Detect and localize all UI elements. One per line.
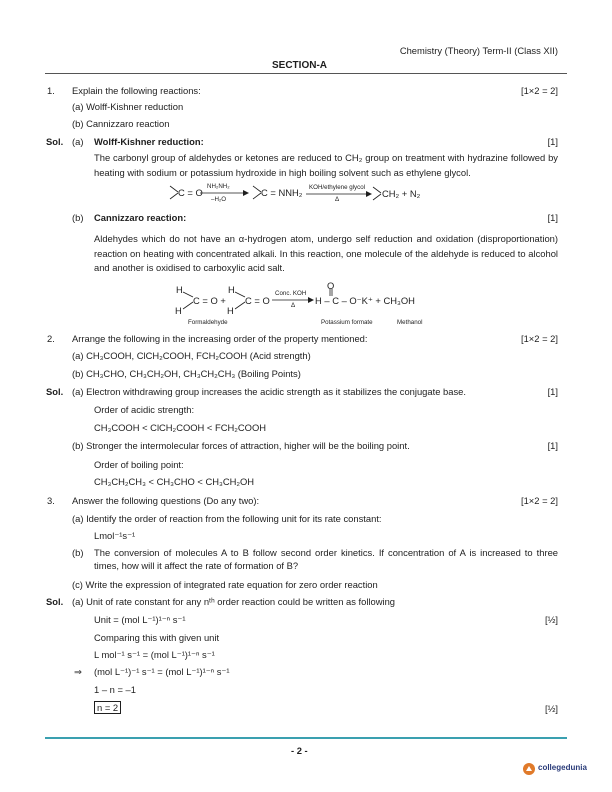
sol2-b-mark: [1] [547, 440, 558, 451]
eq1-arrow1-top: NH₂NH₂ [207, 183, 230, 190]
eq1-arrow1-bottom: –H₂O [211, 196, 227, 203]
brand-logo-icon [522, 762, 536, 776]
q2-option-b: (b) CH₃CHO, CH₃CH₂OH, CH₃CH₂CH₃ (Boiling Points) [72, 368, 301, 379]
q3-text: Answer the following questions (Do any two): [72, 495, 260, 506]
q1-option-b: (b) Cannizzaro reaction [72, 118, 170, 129]
eq1-intermediate: C = NNH₂ [261, 187, 303, 198]
sol3-mark2: [½] [544, 614, 558, 625]
sol3-line4: L mol⁻¹ s⁻¹ = (mol L⁻¹)¹⁻ⁿ s⁻¹ [94, 649, 215, 660]
sol1-a-title: Wolff-Kishner reduction: [94, 136, 204, 147]
eq2-co2: C = O [245, 295, 270, 306]
eq2-label-formaldehyde: Formaldehyde [188, 319, 228, 326]
sol1-b-text: Aldehydes which do not have an α-hydrogen atom, undergo self reduction and oxidation (disproportionation) reaction on heating with concentrated alkali. In this reaction, one molecule of the aldehyde is reduced to alcohol and another is oxidised to carboxylic acid salt. [94, 233, 558, 273]
eq2-product: H – C – O⁻K⁺ + CH₃OH [315, 295, 415, 306]
page-number: - 2 - [291, 745, 308, 756]
eq2-arrow-top: Conc. KOH [275, 290, 307, 297]
eq2-h3: H [228, 284, 235, 295]
sol3-line1: (a) Unit of rate constant for any nᵗʰ order reaction could be written as following [72, 596, 396, 607]
sol3-line6: 1 – n = –1 [94, 684, 136, 695]
section-title: SECTION-A [272, 60, 327, 71]
sol2-a-sub: Order of acidic strength: [94, 404, 195, 415]
sol2-b-sub: Order of boiling point: [94, 459, 184, 470]
q3-option-c: (c) Write the expression of integrated rate equation for zero order reaction [72, 579, 378, 590]
eq2-arrow-bottom: Δ [291, 302, 296, 309]
sol1-b-title: Cannizzaro reaction: [94, 212, 187, 223]
q2-option-a: (a) CH₃COOH, ClCH₂COOH, FCH₂COOH (Acid strength) [72, 350, 311, 361]
eq1-product: CH₂ + N₂ [382, 188, 421, 199]
q3-option-b-tag: (b) [72, 547, 84, 558]
q1-option-a: (a) Wolff-Kishner reduction [72, 101, 184, 112]
sol3-line2: Unit = (mol L⁻¹)¹⁻ⁿ s⁻¹ [94, 614, 186, 625]
sol3-line5: (mol L⁻¹)⁻¹ s⁻¹ = (mol L⁻¹)¹⁻ⁿ s⁻¹ [94, 666, 230, 677]
footer-rule [45, 737, 567, 739]
brand-logo-text: collegedunia [538, 763, 587, 772]
sol2-b-order: CH₃CH₂CH₃ < CH₃CHO < CH₃CH₂OH [94, 476, 255, 487]
sol3-label: Sol. [46, 596, 64, 607]
eq2-co1: C = O + [193, 295, 226, 306]
sol3-answer-box: n = 2 [94, 701, 121, 714]
implies-arrow: ⇒ [74, 666, 82, 677]
header-title: Chemistry (Theory) Term-II (Class XII) [399, 45, 558, 56]
q2-text: Arrange the following in the increasing order of the property mentioned: [72, 333, 368, 344]
sol3-mark7: [½] [544, 703, 558, 714]
q2-marks: [1×2 = 2] [520, 333, 558, 344]
eq2-oxygen: O [327, 280, 335, 291]
sol2-a-line: (a) Electron withdrawing group increases the acidic strength as it stabilizes the conjugate base. [72, 386, 466, 397]
q2-number: 2. [47, 333, 55, 344]
sol2-b-line: (b) Stronger the intermolecular forces of attraction, higher will be the boiling point. [72, 440, 410, 451]
q1-marks: [1×2 = 2] [520, 85, 558, 96]
sol1-b-mark: [1] [547, 212, 558, 223]
sol1-a-mark: [1] [547, 136, 558, 147]
sol2-label: Sol. [46, 386, 64, 397]
q1-text: Explain the following reactions: [72, 85, 201, 96]
sol2-a-mark: [1] [547, 386, 558, 397]
eq2-h4: H [227, 305, 234, 316]
eq2-h2: H [175, 305, 182, 316]
brand-logo [522, 760, 602, 780]
q3-option-a-unit: Lmol⁻¹s⁻¹ [94, 530, 136, 541]
q3-option-b: The conversion of molecules A to B follow second order kinetics. If concentration of A is increased to three times, how will it affect the rate of formation of B? [94, 547, 558, 571]
q1-number: 1. [47, 85, 55, 96]
eq1-arrow2-bottom: Δ [335, 196, 340, 203]
eq1-arrow2-top: KOH/ethylene glycol [309, 184, 366, 191]
sol1-a-tag: (a) [72, 136, 84, 147]
sol2-a-order: CH₃COOH < ClCH₂COOH < FCH₂COOH [94, 422, 267, 433]
eq2-label-methanol: Methanol [397, 319, 423, 326]
sol1-a-text: The carbonyl group of aldehydes or ketones are reduced to CH₂ group on treatment with hydrazine followed by heating with sodium or potassium hydroxide in high boiling solvent such as ethylene glycol. [94, 152, 558, 178]
eq2-label-potassium-formate: Potassium formate [321, 319, 373, 326]
sol1-label: Sol. [46, 136, 64, 147]
eq1-reactant: C = O [178, 187, 203, 198]
eq2-h1: H [176, 284, 183, 295]
sol1-b-tag: (b) [72, 212, 84, 223]
sol3-line3: Comparing this with given unit [94, 632, 220, 643]
q3-marks: [1×2 = 2] [520, 495, 558, 506]
q3-number: 3. [47, 495, 55, 506]
q3-option-a: (a) Identify the order of reaction from the following unit for its rate constant: [72, 513, 382, 524]
